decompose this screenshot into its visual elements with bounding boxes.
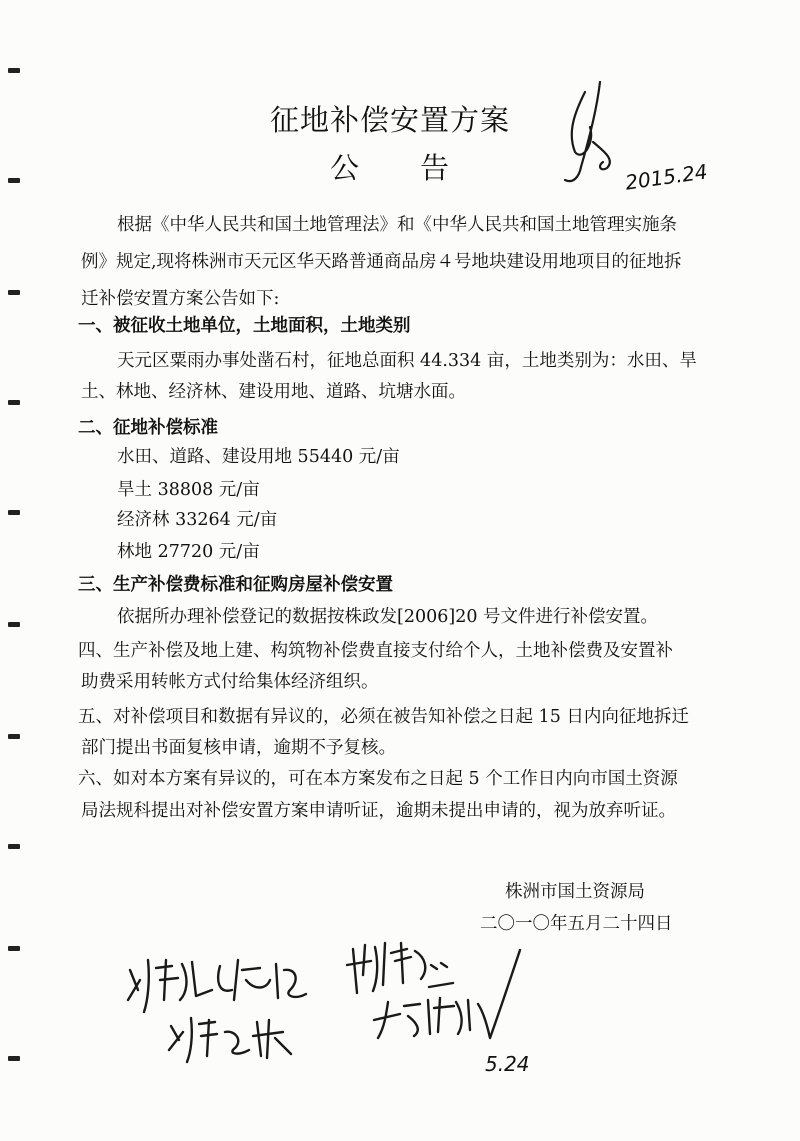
binder-mark bbox=[8, 946, 20, 951]
handwritten-date-top: 2015.24 bbox=[623, 159, 709, 195]
compensation-item: 旱土 38808 元/亩 bbox=[117, 480, 260, 500]
intro-line: 迁补偿安置方案公告如下: bbox=[81, 289, 280, 309]
section1-body: 天元区粟雨办事处凿石村，征地总面积 44.334 亩，土地类别为：水田、旱 bbox=[117, 351, 697, 371]
issuer: 株洲市国土资源局 bbox=[505, 882, 645, 902]
section6-line: 六、如对本方案有异议的，可在本方案发布之日起 5 个工作日内向市国土资源 bbox=[78, 769, 678, 789]
section3-heading: 三、生产补偿费标准和征购房屋补偿安置 bbox=[78, 575, 393, 595]
handwritten-signature bbox=[165, 1010, 305, 1070]
binder-mark bbox=[8, 68, 20, 73]
section4-line: 四、生产补偿及地上建、构筑物补偿费直接支付给个人，土地补偿费及安置补 bbox=[78, 641, 673, 661]
section4-line: 助费采用转帐方式付给集体经济组织。 bbox=[81, 672, 379, 692]
section3-body: 依据所办理补偿登记的数据按株政发[2006]20 号文件进行补偿安置。 bbox=[117, 607, 659, 627]
section5-line: 五、对补偿项目和数据有异议的，必须在被告知补偿之日起 15 日内向征地拆迁 bbox=[78, 707, 689, 727]
handwritten-signature bbox=[370, 950, 550, 1045]
section6-line: 局法规科提出对补偿安置方案申请听证，逾期未提出申请的，视为放弃听证。 bbox=[81, 801, 676, 821]
binder-mark bbox=[8, 510, 20, 515]
binder-mark bbox=[8, 1056, 20, 1061]
binder-mark bbox=[8, 290, 20, 295]
section1-heading: 一、被征收土地单位，土地面积，土地类别 bbox=[78, 316, 411, 336]
section2-heading: 二、征地补偿标准 bbox=[78, 418, 218, 438]
handwritten-date-bottom: 5.24 bbox=[485, 1052, 530, 1076]
binder-mark bbox=[8, 734, 20, 739]
binder-mark bbox=[8, 844, 20, 849]
document-subtitle: 公 告 bbox=[329, 151, 450, 185]
document-title: 征地补偿安置方案 bbox=[269, 103, 510, 137]
compensation-item: 林地 27720 元/亩 bbox=[117, 542, 260, 562]
issue-date: 二〇一〇年五月二十四日 bbox=[480, 914, 673, 934]
compensation-item: 水田、道路、建设用地 55440 元/亩 bbox=[117, 447, 400, 467]
intro-line: 根据《中华人民共和国土地管理法》和《中华人民共和国土地管理实施条 bbox=[117, 215, 677, 235]
intro-line: 例》规定,现将株洲市天元区华天路普通商品房４号地块建设用地项目的征地拆 bbox=[81, 252, 682, 272]
compensation-item: 经济林 33264 元/亩 bbox=[117, 510, 278, 530]
binder-mark bbox=[8, 400, 20, 405]
binder-mark bbox=[8, 622, 20, 627]
section5-line: 部门提出书面复核申请，逾期不予复核。 bbox=[81, 738, 396, 758]
section1-body: 土、林地、经济林、建设用地、道路、坑塘水面。 bbox=[81, 382, 466, 402]
